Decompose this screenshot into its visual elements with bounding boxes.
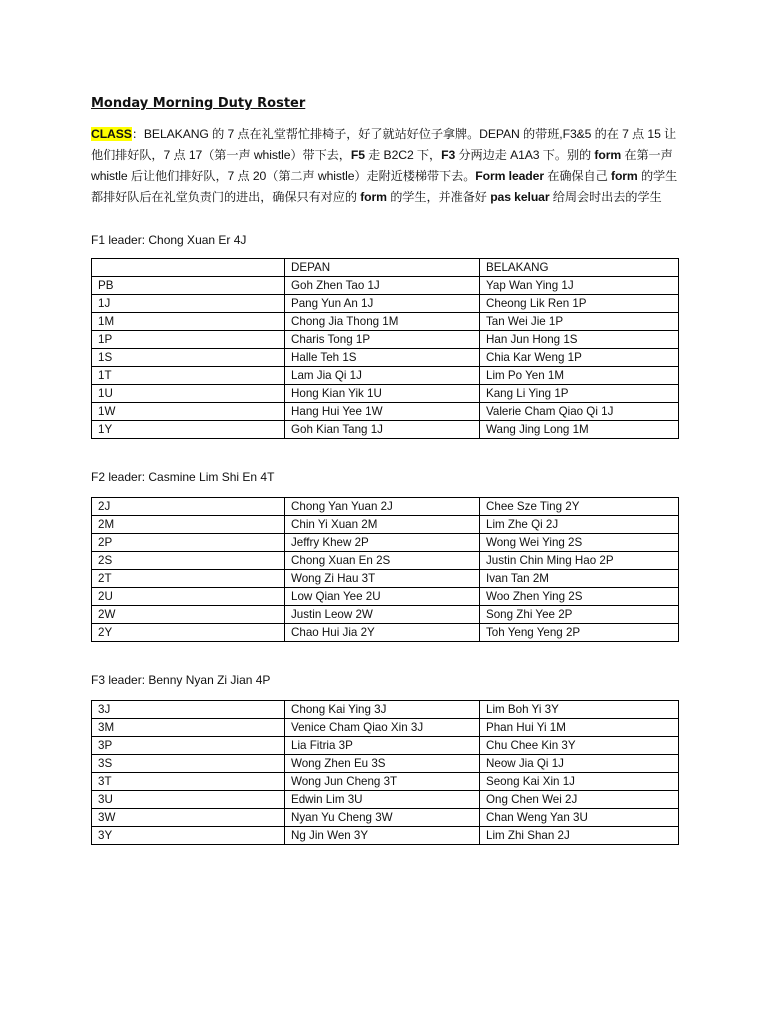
header-cell-belakang: BELAKANG — [480, 259, 679, 277]
class-label-highlight: CLASS — [91, 127, 132, 141]
class-cell: 2W — [92, 606, 285, 624]
belakang-cell: Valerie Cham Qiao Qi 1J — [480, 403, 679, 421]
belakang-cell: Justin Chin Ming Hao 2P — [480, 552, 679, 570]
belakang-cell: Chan Weng Yan 3U — [480, 809, 679, 827]
depan-cell: Low Qian Yee 2U — [285, 588, 480, 606]
depan-cell: Pang Yun An 1J — [285, 295, 480, 313]
intro-text-7: 的学生，并准备好 — [386, 190, 491, 204]
f1-roster-table — [91, 258, 679, 439]
intro-text-3: 分两边走 A1A3 下。别的 — [455, 148, 595, 162]
belakang-cell: Seong Kai Xin 1J — [480, 773, 679, 791]
belakang-cell: Wang Jing Long 1M — [480, 421, 679, 439]
class-cell: 1S — [92, 349, 285, 367]
class-cell: 3S — [92, 755, 285, 773]
f3-roster-table — [91, 700, 679, 845]
depan-cell: Hang Hui Yee 1W — [285, 403, 480, 421]
intro-form-1: form — [594, 148, 622, 162]
intro-text-5: 在确保自己 — [543, 169, 611, 183]
table-row — [92, 516, 679, 534]
depan-cell: Jeffry Khew 2P — [285, 534, 480, 552]
table-row — [92, 737, 679, 755]
class-cell: 2U — [92, 588, 285, 606]
table-row — [92, 606, 679, 624]
table-row — [92, 570, 679, 588]
belakang-cell: Ivan Tan 2M — [480, 570, 679, 588]
belakang-cell: Song Zhi Yee 2P — [480, 606, 679, 624]
table-row — [92, 755, 679, 773]
belakang-cell: Ong Chen Wei 2J — [480, 791, 679, 809]
table-row — [92, 498, 679, 516]
f2-roster-table — [91, 497, 679, 642]
intro-form-2: form — [610, 169, 638, 183]
intro-text-8: 给周会时出去的学生 — [549, 190, 662, 204]
depan-cell: Halle Teh 1S — [285, 349, 480, 367]
header-cell-depan: DEPAN — [285, 259, 480, 277]
intro-form-3: form — [360, 190, 387, 204]
belakang-cell: Wong Wei Ying 2S — [480, 534, 679, 552]
class-cell: 2M — [92, 516, 285, 534]
belakang-cell: Chu Chee Kin 3Y — [480, 737, 679, 755]
table-row — [92, 588, 679, 606]
table-row — [92, 701, 679, 719]
page-title: Monday Morning Duty Roster — [91, 96, 306, 111]
intro-text-6: 的学生都排好队后在礼堂负责门的进出，确保只有对应的 — [91, 169, 678, 204]
class-cell: 3P — [92, 737, 285, 755]
table-row — [92, 827, 679, 845]
class-cell: 1U — [92, 385, 285, 403]
intro-form-leader: Form leader — [475, 169, 544, 183]
depan-cell: Chong Xuan En 2S — [285, 552, 480, 570]
belakang-cell: Neow Jia Qi 1J — [480, 755, 679, 773]
depan-cell: Chong Kai Ying 3J — [285, 701, 480, 719]
depan-cell: Nyan Yu Cheng 3W — [285, 809, 480, 827]
class-cell: PB — [92, 277, 285, 295]
class-cell: 3T — [92, 773, 285, 791]
depan-cell: Charis Tong 1P — [285, 331, 480, 349]
class-cell: 3W — [92, 809, 285, 827]
class-cell: 1P — [92, 331, 285, 349]
f1-leader-label: F1 leader: Chong Xuan Er 4J — [91, 233, 247, 247]
belakang-cell: Toh Yeng Yeng 2P — [480, 624, 679, 642]
depan-cell: Justin Leow 2W — [285, 606, 480, 624]
table-row — [92, 367, 679, 385]
table-row — [92, 534, 679, 552]
f3-leader-label: F3 leader: Benny Nyan Zi Jian 4P — [91, 673, 271, 687]
class-cell: 2Y — [92, 624, 285, 642]
table-row — [92, 385, 679, 403]
table-row — [92, 403, 679, 421]
belakang-cell: Lim Zhe Qi 2J — [480, 516, 679, 534]
table-row — [92, 349, 679, 367]
class-cell: 3J — [92, 701, 285, 719]
class-cell: 1T — [92, 367, 285, 385]
belakang-cell: Chia Kar Weng 1P — [480, 349, 679, 367]
table-row — [92, 719, 679, 737]
class-cell: 3U — [92, 791, 285, 809]
belakang-cell: Lim Zhi Shan 2J — [480, 827, 679, 845]
belakang-cell: Chee Sze Ting 2Y — [480, 498, 679, 516]
depan-cell: Lia Fitria 3P — [285, 737, 480, 755]
class-cell: 1J — [92, 295, 285, 313]
table-header-row — [92, 259, 679, 277]
table-row — [92, 809, 679, 827]
class-cell: 2T — [92, 570, 285, 588]
depan-cell: Wong Zhen Eu 3S — [285, 755, 480, 773]
class-cell: 1Y — [92, 421, 285, 439]
table-row — [92, 331, 679, 349]
belakang-cell: Yap Wan Ying 1J — [480, 277, 679, 295]
depan-cell: Goh Zhen Tao 1J — [285, 277, 480, 295]
depan-cell: Chao Hui Jia 2Y — [285, 624, 480, 642]
depan-cell: Edwin Lim 3U — [285, 791, 480, 809]
belakang-cell: Lim Boh Yi 3Y — [480, 701, 679, 719]
table-row — [92, 313, 679, 331]
depan-cell: Wong Zi Hau 3T — [285, 570, 480, 588]
intro-f5: F5 — [350, 148, 365, 162]
depan-cell: Wong Jun Cheng 3T — [285, 773, 480, 791]
belakang-cell: Cheong Lik Ren 1P — [480, 295, 679, 313]
class-cell: 2P — [92, 534, 285, 552]
depan-cell: Chong Jia Thong 1M — [285, 313, 480, 331]
intro-text-2: 走 B2C2 下， — [364, 148, 442, 162]
belakang-cell: Kang Li Ying 1P — [480, 385, 679, 403]
intro-paragraph — [91, 124, 681, 208]
table-row — [92, 624, 679, 642]
class-cell: 2S — [92, 552, 285, 570]
class-cell: 1M — [92, 313, 285, 331]
class-cell: 1W — [92, 403, 285, 421]
belakang-cell: Han Jun Hong 1S — [480, 331, 679, 349]
table-row — [92, 773, 679, 791]
depan-cell: Ng Jin Wen 3Y — [285, 827, 480, 845]
belakang-cell: Lim Po Yen 1M — [480, 367, 679, 385]
intro-text-1: ：BELAKANG 的 7 点在礼堂帮忙排椅子，好了就站好位子拿牌。DEPAN 的带班,F3&5 的在 7 点 15 让他们排好队，7 点 17（第一声 whistle）带下去， — [91, 127, 677, 162]
depan-cell: Lam Jia Qi 1J — [285, 367, 480, 385]
depan-cell: Venice Cham Qiao Xin 3J — [285, 719, 480, 737]
belakang-cell: Woo Zhen Ying 2S — [480, 588, 679, 606]
f2-leader-label: F2 leader: Casmine Lim Shi En 4T — [91, 470, 275, 484]
belakang-cell: Tan Wei Jie 1P — [480, 313, 679, 331]
class-cell: 3Y — [92, 827, 285, 845]
intro-f3: F3 — [441, 148, 456, 162]
table-row — [92, 552, 679, 570]
intro-text-4: 在第一声 whistle 后让他们排好队，7 点 20（第二声 whistle）走附近楼梯带下去。 — [91, 148, 673, 183]
depan-cell: Hong Kian Yik 1U — [285, 385, 480, 403]
class-cell: 3M — [92, 719, 285, 737]
depan-cell: Chong Yan Yuan 2J — [285, 498, 480, 516]
document-page — [91, 95, 681, 842]
table-row — [92, 295, 679, 313]
depan-cell: Chin Yi Xuan 2M — [285, 516, 480, 534]
header-cell — [92, 259, 285, 277]
table-row — [92, 791, 679, 809]
depan-cell: Goh Kian Tang 1J — [285, 421, 480, 439]
belakang-cell: Phan Hui Yi 1M — [480, 719, 679, 737]
intro-pas-keluar: pas keluar — [490, 190, 550, 204]
class-cell: 2J — [92, 498, 285, 516]
table-row — [92, 421, 679, 439]
table-row — [92, 277, 679, 295]
